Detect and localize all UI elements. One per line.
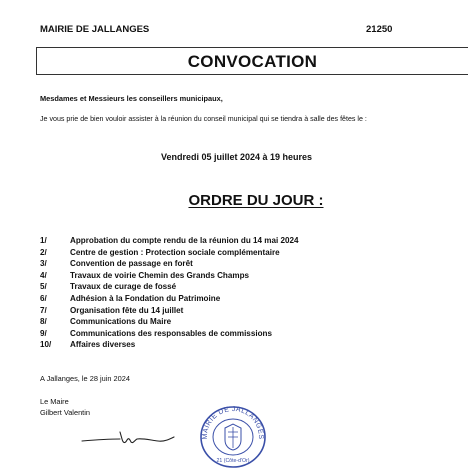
- agenda-text: Communications du Maire: [70, 317, 172, 327]
- signatory-name: Gilbert Valentin: [40, 408, 90, 417]
- signature-image: [80, 427, 180, 453]
- agenda-number: 2/: [40, 247, 47, 257]
- agenda-number: 4/: [40, 270, 47, 280]
- postcode: 21250: [366, 24, 393, 35]
- agenda-number: 10/: [40, 340, 52, 350]
- stamp-text: MAIRIE DE JALLANGES: [201, 405, 265, 440]
- agenda-text: Travaux de curage de fossé: [70, 282, 177, 292]
- agenda-text: Convention de passage en forêt: [70, 259, 193, 269]
- agenda-text: Organisation fête du 14 juillet: [70, 305, 184, 315]
- salutation: Mesdames et Messieurs les conseillers municipaux,: [40, 94, 223, 103]
- agenda-title: ORDRE DU JOUR :: [188, 192, 324, 209]
- intro-text: Je vous prie de bien vouloir assister à la réunion du conseil municipal qui se tiendra à salle des fêtes le :: [40, 115, 367, 123]
- agenda-number: 9/: [40, 328, 47, 338]
- agenda-number: 5/: [40, 282, 47, 292]
- meeting-date: Vendredi 05 juillet 2024 à 19 heures: [160, 152, 313, 162]
- agenda-text: Affaires diverses: [70, 340, 136, 350]
- agenda-number: 6/: [40, 293, 47, 303]
- agenda-text: Centre de gestion : Protection sociale complémentaire: [70, 247, 280, 257]
- agenda-text: Travaux de voirie Chemin des Grands Champs: [70, 270, 250, 280]
- place-date: A Jallanges, le 28 juin 2024: [40, 374, 130, 383]
- stamp-bottom-text: 21 (Côte-d'Or): [216, 458, 250, 464]
- stamp-seal-icon: [197, 404, 269, 470]
- mairie-name: MAIRIE DE JALLANGES: [40, 24, 150, 35]
- agenda-number: 1/: [40, 236, 47, 245]
- agenda-text: Approbation du compte rendu de la réunion du 14 mai 2024: [70, 236, 299, 245]
- page-title: CONVOCATION: [187, 52, 318, 71]
- title-box: [36, 47, 468, 75]
- agenda-text: Adhésion à la Fondation du Patrimoine: [70, 293, 221, 303]
- agenda-text: Communications des responsables de commissions: [70, 328, 272, 338]
- signatory-role: Le Maire: [40, 397, 69, 406]
- agenda-number: 8/: [40, 317, 47, 327]
- agenda-number: 7/: [40, 305, 47, 315]
- agenda-number: 3/: [40, 259, 47, 269]
